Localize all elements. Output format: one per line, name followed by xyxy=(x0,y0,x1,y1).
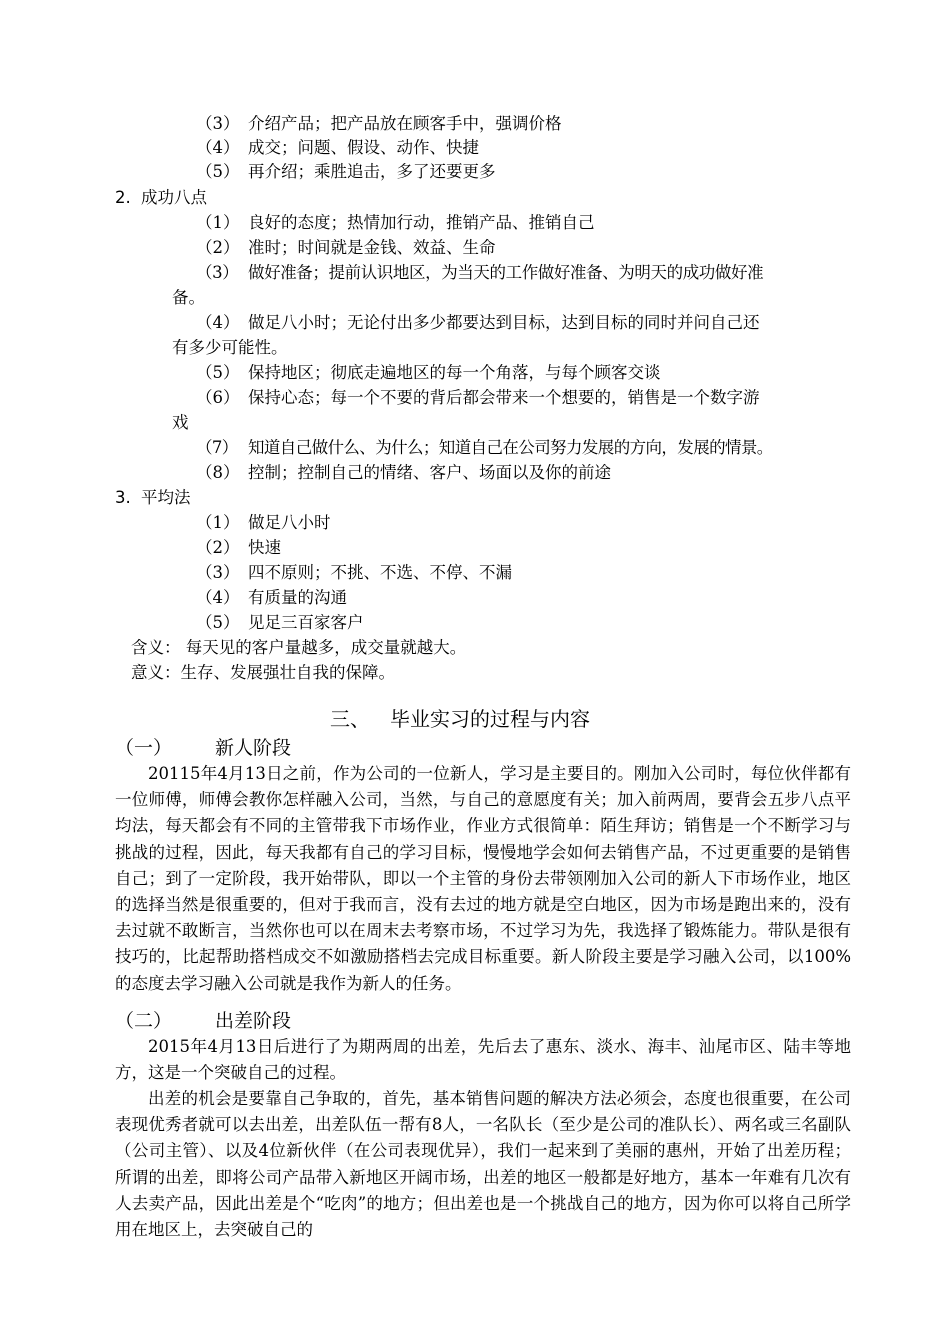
item-text: 四不原则；不挑、不选、不停、不漏 xyxy=(248,563,512,582)
list-item xyxy=(196,536,281,560)
item-continuation: 戏 xyxy=(172,413,189,432)
list-item xyxy=(196,611,364,635)
list-item xyxy=(196,436,773,460)
list-item xyxy=(196,461,611,485)
list-item xyxy=(196,511,331,535)
list-item xyxy=(196,386,760,410)
item-number: （5） xyxy=(196,363,240,382)
list-item xyxy=(196,236,496,260)
list-item xyxy=(196,211,595,235)
item-text: 控制；控制自己的情绪、客户、场面以及你的前途 xyxy=(248,463,611,482)
meaning-line: 意义：生存、发展强壮自我的保障。 xyxy=(131,663,395,682)
chapter-heading xyxy=(330,707,590,731)
item-text: 见足三百家客户 xyxy=(248,613,364,632)
subsection-title: 新人阶段 xyxy=(215,737,292,759)
body-paragraph: 20115年4月13日之前，作为公司的一位新人，学习是主要目的。刚加入公司时，每位伙伴都有一位师傅，师傅会教你怎样融入公司，当然，与自己的意愿度有关；加入前两周，要背会五步八点平均法，每天都会有不同的主管带我下市场作业，作业方式很简单：陌生拜访；销售是一个不断学习与挑战的过程，因此，每天我都有自己的学习目标，慢慢地学会如何去销售产品，不过更重要的是销售自己；到了一定阶段，我开始带队，即以一个主管的身份去带领刚加入公司的新人下市场作业，地区的选择当然是很重要的，但对于我而言，没有去过的地方就是空白地区，因为市场是跑出来的，没有去过就不敢断言，当然你也可以在周末去考察市场，不过学习为先，我选择了锻炼能力。带队是很有技巧的，比起帮助搭档成交不如激励搭档去完成目标重要。新人阶段主要是学习融入公司，以100%的态度去学习融入公司就是我作为新人的任务。 xyxy=(115,764,851,993)
list-item xyxy=(196,112,562,136)
section-heading xyxy=(115,486,191,510)
section-title: 成功八点 xyxy=(141,188,207,207)
body-paragraph: 出差的机会是要靠自己争取的，首先，基本销售问题的解决方法必须会，态度也很重要，在公司表现优秀者就可以去出差，出差队伍一帮有8人，一名队长（至少是公司的准队长）、两名或三名副队（公司主管）、以及4位新伙伴（在公司表现优异），我们一起来到了美丽的惠州，开始了出差历程；所谓的出差，即将公司产品带入新地区开阔市场，出差的地区一般都是好地方，基本一年难有几次有人去卖产品，因此出差是个“吃肉”的地方；但出差也是一个挑战自己的地方，因为你可以将自己所学用在地区上，去突破自己的 xyxy=(115,1089,851,1240)
item-number: （1） xyxy=(196,213,240,232)
item-text: 做足八小时；无论付出多少都要达到目标，达到目标的同时并问自己还 xyxy=(248,313,760,332)
item-text: 介绍产品；把产品放在顾客手中，强调价格 xyxy=(248,114,562,133)
list-item xyxy=(196,261,763,285)
subsection-heading xyxy=(115,1009,291,1033)
item-number: （7） xyxy=(196,438,238,457)
item-text: 再介绍；乘胜追击，多了还要更多 xyxy=(248,162,496,181)
item-continuation: 备。 xyxy=(172,288,205,307)
chapter-title: 毕业实习的过程与内容 xyxy=(390,707,590,731)
item-number: （2） xyxy=(196,238,240,257)
item-text: 成交；问题、假设、动作、快捷 xyxy=(248,138,479,157)
item-text: 做好准备；提前认识地区，为当天的工作做好准备、为明天的成功做好准 xyxy=(248,263,764,282)
section-number: 2. xyxy=(115,188,131,207)
subsection-number: （二） xyxy=(115,1010,173,1032)
list-item xyxy=(196,311,760,335)
list-item xyxy=(196,136,479,160)
list-item xyxy=(196,586,347,610)
item-number: （1） xyxy=(196,513,240,532)
item-text: 准时；时间就是金钱、效益、生命 xyxy=(248,238,496,257)
item-continuation: 有多少可能性。 xyxy=(172,338,288,357)
subsection-title: 出差阶段 xyxy=(215,1010,292,1032)
item-text: 有质量的沟通 xyxy=(248,588,347,607)
section-number: 3. xyxy=(115,488,131,507)
item-number: （5） xyxy=(196,162,240,181)
meaning-line: 含义： 每天见的客户量越多，成交量就越大。 xyxy=(131,638,467,657)
item-number: （4） xyxy=(196,138,240,157)
item-number: （8） xyxy=(196,463,240,482)
item-text: 保持心态；每一个不要的背后都会带来一个想要的，销售是一个数字游 xyxy=(248,388,760,407)
item-text: 知道自己做什么、为什么；知道自己在公司努力发展的方向，发展的情景。 xyxy=(248,438,773,457)
item-number: （6） xyxy=(196,388,240,407)
subsection-number: （一） xyxy=(115,737,173,759)
chapter-number: 三、 xyxy=(330,707,370,731)
item-number: （3） xyxy=(196,114,240,133)
list-item xyxy=(196,561,512,585)
item-number: （3） xyxy=(196,563,240,582)
item-text: 快速 xyxy=(248,538,281,557)
list-item xyxy=(196,361,661,385)
item-number: （2） xyxy=(196,538,240,557)
item-number: （3） xyxy=(196,263,239,282)
subsection-heading xyxy=(115,736,291,760)
list-item xyxy=(196,160,496,184)
section-heading xyxy=(115,186,207,210)
item-text: 做足八小时 xyxy=(248,513,331,532)
item-text: 保持地区；彻底走遍地区的每一个角落，与每个顾客交谈 xyxy=(248,363,661,382)
body-paragraph: 2015年4月13日后进行了为期两周的出差，先后去了惠东、淡水、海丰、汕尾市区、陆丰等地方，这是一个突破自己的过程。 xyxy=(115,1037,851,1083)
item-number: （5） xyxy=(196,613,240,632)
item-text: 良好的态度；热情加行动，推销产品、推销自己 xyxy=(248,213,595,232)
item-number: （4） xyxy=(196,313,240,332)
section-title: 平均法 xyxy=(141,488,191,507)
item-number: （4） xyxy=(196,588,240,607)
